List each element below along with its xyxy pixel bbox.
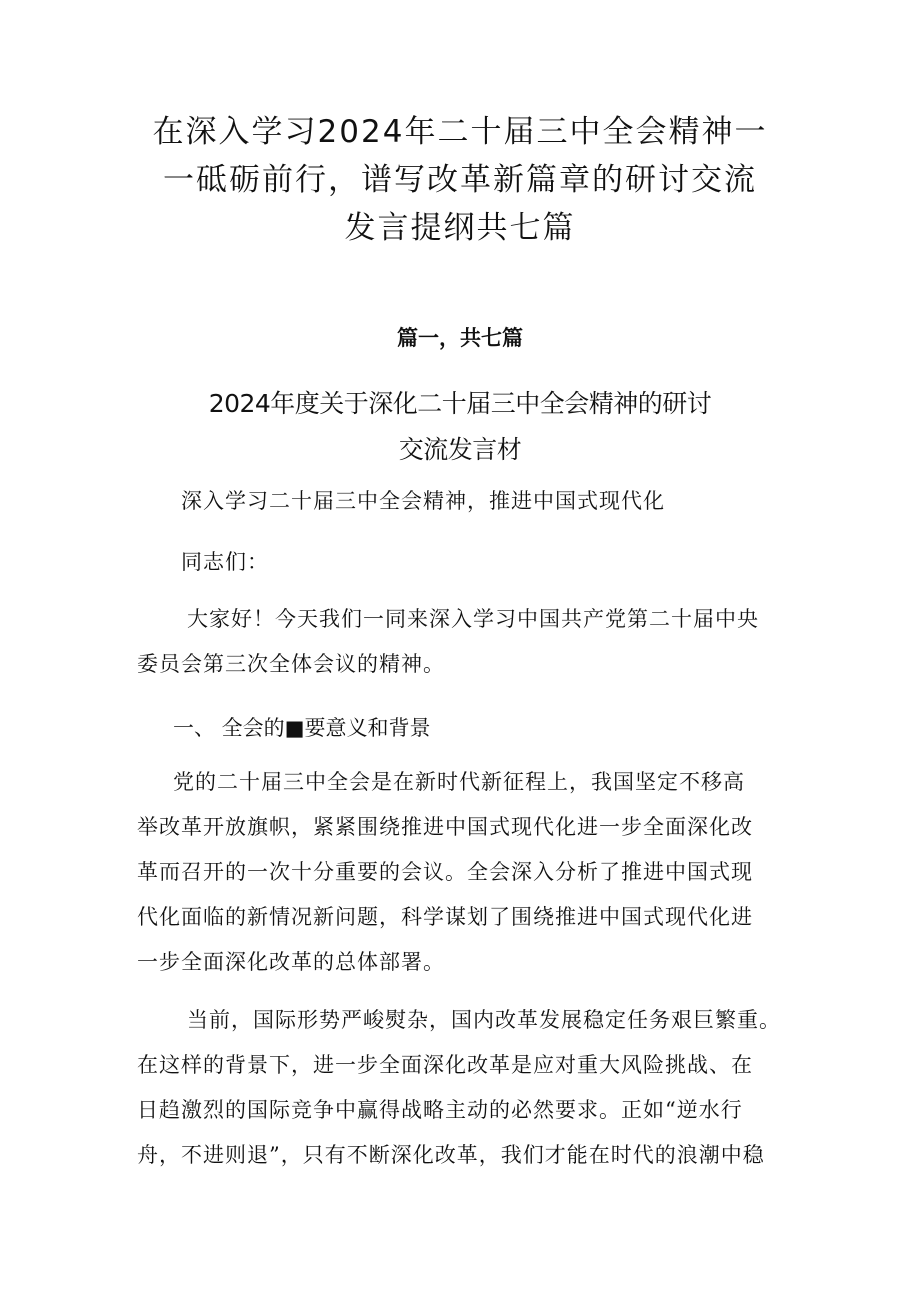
paragraph-opening [137,597,797,687]
paragraph-line: 代化面临的新情况新问题，科学谋划了围绕推进中国式现代化进 [137,905,753,929]
paragraph-line: 大家好！今天我们一同来深入学习中国共产党第二十届中央 [187,607,759,631]
paragraph-line: 舟，不进则退”，只有不断深化改革，我们才能在时代的浪潮中稳 [137,1143,765,1167]
section-title-line: 2024年度关于深化二十届三中全会精神的研讨 [208,389,712,418]
paragraph-line: 当前，国际形势严峻熨杂，国内改革发展稳定任务艰巨繁重。 [187,1008,781,1032]
theme-line [181,479,841,524]
section-title [150,381,770,473]
document-title [110,108,810,252]
paragraph-line: 在这样的背景下，进一步全面深化改革是应对重大风险挑战、在 [137,1053,753,1077]
paragraph-significance [137,760,797,985]
chapter-label: 篇一，共七篇 [397,325,523,350]
paragraph-line: 党的二十届三中全会是在新时代新征程上，我国坚定不移高 [173,770,745,794]
theme-text: 深入学习二十届三中全会精神，推进中国式现代化 [181,489,665,513]
paragraph-line: 革而召开的一次十分重要的会议。全会深入分析了推进中国式现 [137,860,753,884]
section-heading: 一、 全会的■要意义和背景 [173,716,431,740]
paragraph-line: 举改革开放旗帜，紧紧围绕推进中国式现代化进一步全面深化改 [137,815,753,839]
document-title-line: 在深入学习2024年二十届三中全会精神一 [152,114,768,150]
paragraph-line: 日趋激烈的国际竞争中赢得战略主动的必然要求。正如“逆水行 [137,1098,743,1122]
paragraph-background [137,998,797,1178]
paragraph-line: 委员会第三次全体会议的精神。 [137,652,445,676]
greeting [181,540,841,585]
paragraph-line: 一步全面深化改革的总体部署。 [137,950,445,974]
greeting-text: 同志们： [181,550,269,574]
section-title-line: 交流发言材 [398,435,522,464]
document-title-line: 一砥砺前行，谱写改革新篇章的研讨交流 [163,162,757,198]
document-title-line: 发言提纲共七篇 [344,210,576,246]
